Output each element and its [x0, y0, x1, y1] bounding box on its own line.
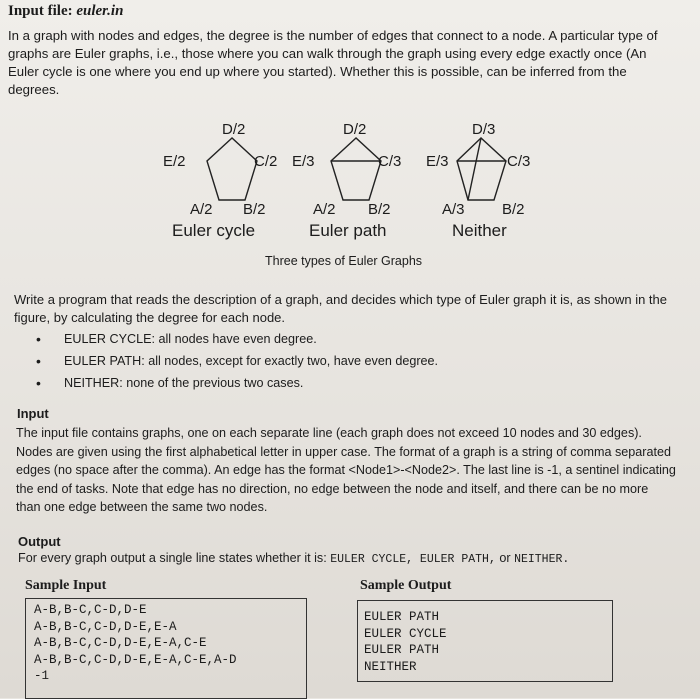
input-file-header: [8, 3, 123, 20]
node-label: B/2: [243, 201, 266, 218]
graph2-pentagon: [331, 138, 381, 200]
output-code-options: EULER CYCLE, EULER PATH,: [330, 553, 496, 566]
intro-paragraph: In a graph with nodes and edges, the degree is the number of edges that connect to a node. A particular type of graphs are Euler graphs, i.e., those where you can walk through the graph using every edge exactly once (An Euler cycle is one where you end up where you started). Whether this is possible, can be inferred from the degrees.: [8, 28, 658, 97]
sample-input-line: A-B,B-C,C-D,D-E,E-A,C-E,A-D: [34, 652, 237, 667]
graph-neither: [426, 121, 530, 218]
node-label: B/2: [502, 201, 525, 218]
node-label: A/2: [313, 201, 336, 218]
sample-input-line: -1: [34, 669, 50, 683]
euler-type-list: [42, 328, 438, 394]
task-paragraph: Write a program that reads the description of a graph, and decides which type of Euler graph it is, as shown in the figure, by calculating the degree for each node.: [14, 292, 668, 325]
sample-output-line: EULER PATH: [364, 643, 440, 657]
header-label: Input file:: [8, 3, 77, 19]
output-text: For every graph output a single line states whether it is:: [18, 551, 331, 565]
sample-input-label: Sample Input: [25, 578, 107, 593]
node-label: C/2: [254, 153, 278, 170]
input-description: The input file contains graphs, one on each separate line (each graph does not exceed 10 nodes and 30 edges). Nodes are given using the first alphabetical letter in upper case. The format of a graph is a string of comma separated edges (no space after the comma). An edge has the format <Node1>-<Node2>. The last line is -1, a sentinel indicating the end of tasks. Note that edge has no direction, no edge between the node and itself, and there can be no more than one edge between the same two nodes.: [16, 426, 676, 514]
sample-output-line: NEITHER: [364, 659, 417, 674]
input-heading: Input: [17, 406, 49, 421]
sample-input-line: A-B,B-C,C-D,D-E: [34, 603, 147, 617]
list-item: • NEITHER: none of the previous two cases.: [42, 372, 438, 394]
euler-graphs-figure: [150, 118, 550, 218]
sample-input-line: A-B,B-C,C-D,D-E,E-A,C-E: [34, 636, 207, 650]
output-description: [18, 551, 688, 566]
sample-output-line: EULER CYCLE: [364, 626, 447, 641]
node-label: E/3: [292, 153, 315, 170]
graph-euler-path: [292, 121, 401, 218]
header-filename: euler.in: [76, 3, 124, 19]
list-item: • EULER CYCLE: all nodes have even degree.: [42, 328, 438, 350]
sample-output-line: EULER PATH: [364, 610, 440, 624]
output-code-last: NEITHER.: [514, 553, 570, 566]
sample-input-box: [25, 598, 307, 699]
graph-euler-cycle: [163, 121, 277, 218]
graph-caption: Euler path: [309, 221, 387, 240]
output-or: or: [495, 551, 515, 565]
node-label: B/2: [368, 201, 391, 218]
graph-caption: Neither: [452, 221, 507, 240]
list-item: • EULER PATH: all nodes, except for exactly two, have even degree.: [42, 350, 438, 372]
graph3-pentagon: [457, 138, 506, 200]
graph1-pentagon: [207, 138, 257, 200]
sample-output-label: Sample Output: [360, 578, 452, 593]
node-label: D/2: [343, 121, 367, 138]
graph-caption: Euler cycle: [172, 221, 256, 240]
output-heading: Output: [18, 534, 61, 549]
node-label: E/3: [426, 153, 449, 170]
node-label: D/3: [472, 121, 496, 138]
node-label: A/2: [190, 201, 213, 218]
node-label: D/2: [222, 121, 246, 138]
sample-output-box: [357, 600, 613, 682]
node-label: C/3: [378, 153, 402, 170]
node-label: A/3: [442, 201, 465, 218]
node-label: C/3: [507, 153, 531, 170]
graph3-chord-ad: [468, 138, 481, 200]
node-label: E/2: [163, 153, 186, 170]
sample-input-line: A-B,B-C,C-D,D-E,E-A: [34, 619, 177, 634]
figure-caption: Three types of Euler Graphs: [265, 254, 423, 268]
